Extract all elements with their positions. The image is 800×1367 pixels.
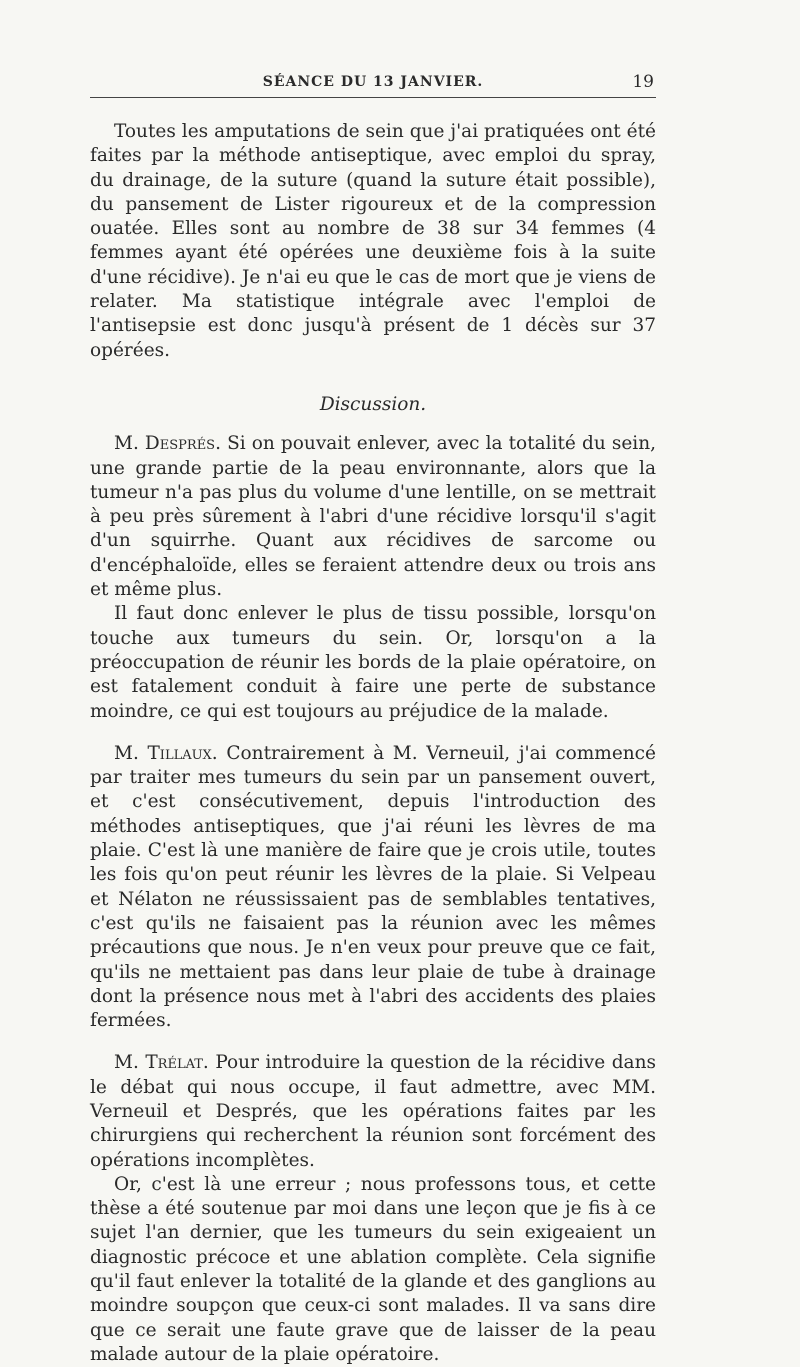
document-body bbox=[90, 120, 656, 1367]
paragraph-tillaux bbox=[90, 742, 656, 1034]
page-header bbox=[90, 74, 656, 96]
paragraph-tissue-removal: Il faut donc enlever le plus de tissu possible, lorsqu'on touche aux tumeurs du sein. Or, lorsqu'on a la préoccupation de réunir les bords de la plaie opératoire, on est fatalement conduit à faire une perte de substance moindre, ce qui est toujours au préjudice de la malade. bbox=[90, 603, 656, 722]
paragraph-despres bbox=[90, 432, 656, 602]
paragraph-error: Or, c'est là une erreur ; nous professons tous, et cette thèse a été soutenue par moi dans une leçon que je fis à ce sujet l'an dernier, que les tumeurs du sein exigeaient un diagnostic précoce et une ablation complète. Cela signifie qu'il faut enlever la totalité de la glande et des ganglions au moindre soupçon que ceux-ci sont malades. Il va sans dire que ce serait une faute grave que de laisser de la peau malade autour de la plaie opératoire. bbox=[90, 1173, 656, 1365]
paragraph-antiseptic-amputations: Toutes les amputations de sein que j'ai pratiquées ont été faites par la méthode antiseptique, avec emploi du spray, du drainage, de la suture (quand la suture était possible), du pansement de Lister rigoureux et de la compression ouatée. Elles sont au nombre de 38 sur 34 femmes (4 femmes ayant été opérées une deuxième fois à la suite d'une récidive). Je n'ai eu que le cas de mort que je viens de relater. Ma statistique intégrale avec l'emploi de l'antisepsie est donc jusqu'à présent de 1 décès sur 37 opérées. bbox=[90, 121, 656, 361]
trelat-text: Pour introduire la question de la récidive dans le débat qui nous occupe, il faut admettre, avec MM. Verneuil et Després, que les opérations faites par les chirurgiens qui recherchent la réunion sont forcément des opérations incomplètes. bbox=[90, 1052, 656, 1171]
header-rule bbox=[90, 97, 656, 98]
running-title: SÉANCE DU 13 JANVIER. bbox=[262, 74, 484, 90]
speaker-trelat: M. Trélat. bbox=[114, 1052, 209, 1074]
page-number: 19 bbox=[632, 72, 654, 92]
speaker-despres: M. Després. bbox=[114, 433, 221, 455]
discussion-heading: Discussion. bbox=[319, 393, 427, 415]
speaker-tillaux: M. Tillaux. bbox=[114, 742, 218, 764]
tillaux-text: Contrairement à M. Verneuil, j'ai commencé par traiter mes tumeurs du sein par un pansement ouvert, et c'est consécutivement, depuis l'introduction des méthodes antiseptiques, que j'ai réuni les lèvres de ma plaie. C'est là une manière de faire que je crois utile, toutes les fois qu'on peut réunir les lèvres de la plaie. Si Velpeau et Nélaton ne réussissaient pas de semblables tentatives, c'est qu'ils ne faisaient pas la réunion avec les mêmes précautions que nous. Je n'en veux pour preuve que ce fait, qu'ils ne mettaient pas dans leur plaie de tube à drainage dont la présence nous met à l'abri des accidents des plaies fermées. bbox=[90, 742, 656, 1032]
paragraph-trelat bbox=[90, 1051, 656, 1172]
despres-text: Si on pouvait enlever, avec la totalité du sein, une grande partie de la peau environnante, alors que la tumeur n'a pas plus du volume d'une lentille, on se mettrait à peu près sûrement à l'abri d'une récidive lorsqu'il s'agit d'un squirrhe. Quant aux récidives de sarcome ou d'encéphaloïde, elles se feraient attendre deux ou trois ans et même plus. bbox=[90, 433, 656, 601]
